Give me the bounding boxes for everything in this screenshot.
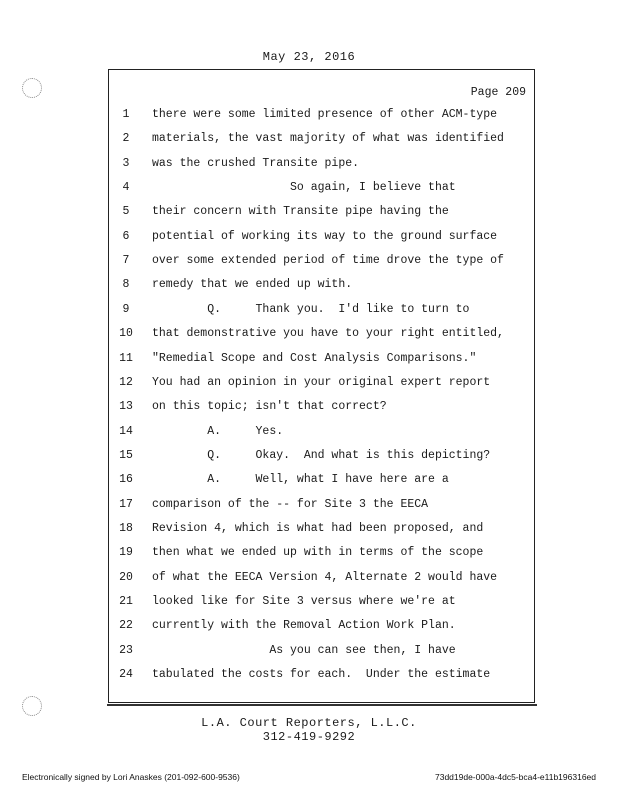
- line-number: 10: [119, 327, 133, 340]
- page-number: Page 209: [470, 86, 526, 99]
- transcript-line-text: on this topic; isn't that correct?: [152, 400, 387, 413]
- line-number: 15: [119, 449, 133, 462]
- document-id: 73dd19de-000a-4dc5-bca4-e11b196316ed: [434, 772, 596, 782]
- transcript-line-text: over some extended period of time drove the type of: [152, 254, 504, 267]
- line-number: 14: [119, 425, 133, 438]
- transcript-line-text: You had an opinion in your original expert report: [152, 376, 491, 389]
- transcript-line-text: A. Well, what I have here are a: [152, 473, 449, 486]
- line-number: 20: [119, 571, 133, 584]
- transcript-line-text: comparison of the -- for Site 3 the EECA: [152, 498, 429, 511]
- transcript-line-text: looked like for Site 3 versus where we're at: [152, 595, 456, 608]
- transcript-line-text: remedy that we ended up with.: [152, 278, 353, 291]
- line-number: 5: [122, 205, 130, 218]
- transcript-line-text: that demonstrative you have to your right entitled,: [152, 327, 504, 340]
- line-number: 7: [122, 254, 130, 267]
- line-number: 2: [122, 132, 130, 145]
- line-number: 8: [122, 278, 130, 291]
- punch-hole-top: [22, 78, 42, 98]
- transcript-line-text: then what we ended up with in terms of the scope: [152, 546, 484, 559]
- line-number: 23: [119, 644, 133, 657]
- transcript-line-text: So again, I believe that: [152, 181, 456, 194]
- transcript-line-text: "Remedial Scope and Cost Analysis Comparisons.": [152, 352, 477, 365]
- line-number: 19: [119, 546, 133, 559]
- transcript-line-text: tabulated the costs for each. Under the estimate: [152, 668, 491, 681]
- line-number: 9: [122, 303, 130, 316]
- line-number: 12: [119, 376, 133, 389]
- transcript-line-text: A. Yes.: [152, 425, 284, 438]
- transcript-line-text: was the crushed Transite pipe.: [152, 157, 360, 170]
- line-number: 22: [119, 619, 133, 632]
- line-number: 21: [119, 595, 133, 608]
- line-number: 18: [119, 522, 133, 535]
- punch-hole-bottom: [22, 696, 42, 716]
- line-number: 4: [122, 181, 130, 194]
- line-number: 3: [122, 157, 130, 170]
- transcript-line-text: Q. Thank you. I'd like to turn to: [152, 303, 470, 316]
- transcript-line-text: Q. Okay. And what is this depicting?: [152, 449, 491, 462]
- line-number: 17: [119, 498, 133, 511]
- line-number: 24: [119, 668, 133, 681]
- footer-firm-name: L.A. Court Reporters, L.L.C.: [201, 716, 417, 730]
- transcript-line-text: Revision 4, which is what had been proposed, and: [152, 522, 484, 535]
- transcript-line-text: potential of working its way to the ground surface: [152, 230, 498, 243]
- transcript-line-text: As you can see then, I have: [152, 644, 456, 657]
- footer-phone: 312-419-9292: [262, 730, 356, 744]
- line-number: 6: [122, 230, 130, 243]
- line-number: 13: [119, 400, 133, 413]
- transcript-line-text: of what the EECA Version 4, Alternate 2 would have: [152, 571, 498, 584]
- line-number: 11: [119, 352, 133, 365]
- header-date: May 23, 2016: [262, 50, 356, 64]
- transcript-line-text: currently with the Removal Action Work Plan.: [152, 619, 456, 632]
- transcript-line-text: their concern with Transite pipe having the: [152, 205, 449, 218]
- transcript-line-text: materials, the vast majority of what was identified: [152, 132, 504, 145]
- line-number: 16: [119, 473, 133, 486]
- transcript-line-text: there were some limited presence of other ACM-type: [152, 108, 498, 121]
- line-number: 1: [122, 108, 130, 121]
- esignature-text: Electronically signed by Lori Anaskes (201-092-600-9536): [22, 772, 240, 782]
